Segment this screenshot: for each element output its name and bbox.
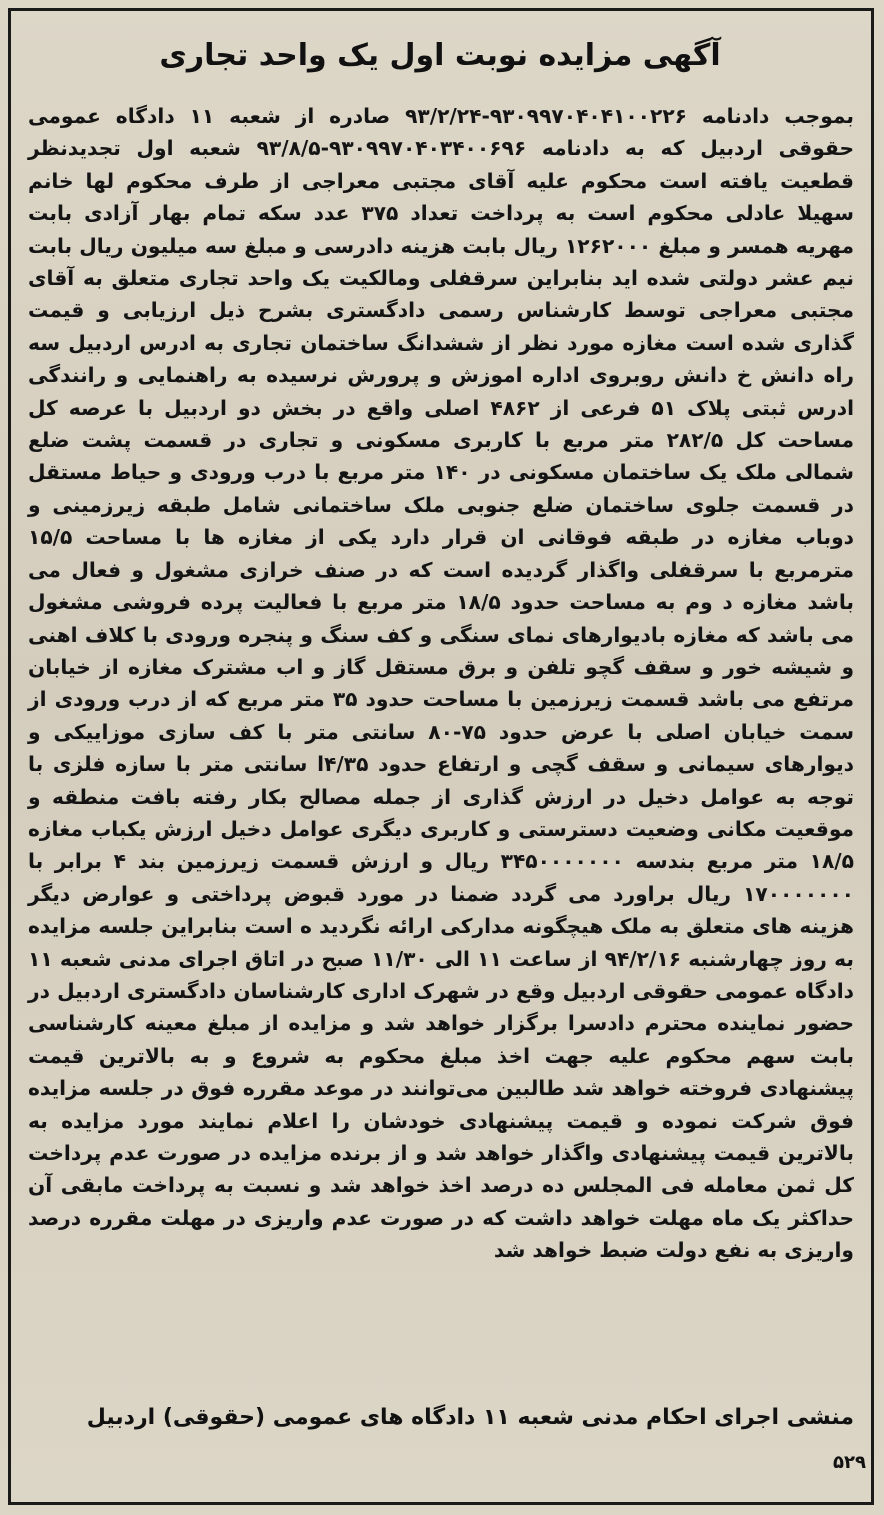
notice-body-text: بموجب دادنامه ۹۳۰۹۹۷۰۴۰۴۱۰۰۲۲۶-۹۳/۲/۲۴ صادره از شعبه ۱۱ دادگاه عمومی حقوقی اردبیل که به دادنامه ۹۳۰۹۹۷۰۴۰۳۴۰۰۶۹۶-۹۳/۸/۵ شعبه اول تجدیدنظر قطعیت یافته است محکوم علیه آقای مجتبی معراجی از طرف محکوم لها خانم سهیلا عادلی محکوم است به پرداخت تعداد ۳۷۵ عدد سکه تمام بهار آزادی بابت مهریه همسر و مبلغ ۱۲۶۲۰۰۰ ریال بابت هزینه دادرسی و مبلغ سه میلیون ریال بابت نیم عشر دولتی شده اید بنابراین سرقفلی ومالکیت یک واحد تجاری متعلق به آقای مجتبی معراجی توسط کارشناس رسمی دادگستری بشرح ذیل ارزیابی و قیمت گذاری شده است مغازه مورد نظر از ششدانگ ساختمان تجاری به ادرس اردبیل سه راه دانش خ دانش روبروی اداره اموزش و پرورش نرسیده به راهنمایی و رانندگی ادرس ثبتی پلاک ۵۱ فرعی از ۴۸۶۲ اصلی واقع در بخش دو اردبیل با عرصه کل مساحت کل ۲۸۲/۵ متر مربع با کاربری مسکونی و تجاری در قسمت پشت ضلع شمالی ملک یک ساختمان مسکونی در ۱۴۰ متر مربع با درب ورودی و حیاط مستقل در قسمت جلوی ساختمان ضلع جنوبی ملک ساختمانی شامل طبقه زیرزمینی و دوباب مغازه در طبقه فوقانی ان قرار دارد یکی از مغازه ها با مساحت ۱۵/۵ مترمربع با سرقفلی واگذار گردیده است که در صنف خرازی مشغول و فعال می باشد مغازه د وم به مساحت حدود ۱۸/۵ متر مربع با فعالیت پرده فروشی مشغول می باشد که مغازه بادیوارهای نمای سنگی و کف سنگ و پنجره ورودی با کلاف اهنی و شیشه خور و سقف گچو تلفن و برق مستقل گاز و اب مشترک مغازه از خیابان مرتفع می باشد قسمت زیرزمین با مساحت حدود ۳۵ متر مربع که از درب ورودی از سمت خیابان اصلی با عرض حدود ۷۵-۸۰ سانتی متر با کف سازی موزاییکی و دیوارهای سیمانی و سقف گچی و ارتفاع حدود ۴/۳۵ا سانتی متر با سازه فلزی با توجه به عوامل دخیل در ارزش گذاری از جمله مصالح بکار رفته بافت منطقه و موقعیت مکانی وضعیت دسترستی و کاربری دیگری عوامل دخیل ارزش یکباب مغازه ۱۸/۵ متر مربع بندسه ۳۴۵۰۰۰۰۰۰۰ ریال و ارزش قسمت زیرزمین بند ۴ برابر با ۱۷۰۰۰۰۰۰۰ ریال براورد می گردد ضمنا در مورد قبوض پرداختی و عوارض دیگر هزینه های متعلق به ملک هیچگونه مدارکی ارائه نگردید ه است بنابراین جلسه مزایده به روز چهارشنبه ۹۴/۲/۱۶ از ساعت ۱۱ الی ۱۱/۳۰ صبح در اتاق اجرای مدنی شعبه ۱۱ دادگاه عمومی حقوقی اردبیل وقع در شهرک اداری کارشناسان دادگستری اردبیل در حضور نماینده محترم دادسرا برگزار خواهد شد و مزایده از مبلغ معینه کارشناسی بابت سهم محکوم علیه جهت اخذ مبلغ محکوم به شروع و به بالاترین قیمت پیشنهادی فروخته خواهد شد طالبین می‌توانند در موعد مقرره فوق در جلسه مزایده فوق شرکت نموده و قیمت پیشنهادی خودشان را اعلام نمایند مورد مزایده به بالاترین قیمت پیشنهادی واگذار خواهد شد و از برنده مزایده در صورت عدم پرداخت کل ثمن معامله فی المجلس ده درصد اخذ خواهد شد و نسبت به پرداخت مابقی آن حداکثر یک ماه مهلت خواهد داشت که در صورت عدم واریزی در مهلت مقرره درصد واریزی به نفع دولت ضبط خواهد شد <box>28 104 855 1263</box>
notice-signature: منشی اجرای احکام مدنی شعبه ۱۱ دادگاه های عمومی (حقوقی) اردبیل <box>86 1405 854 1430</box>
ad-number: ۵۲۹ <box>833 1452 866 1473</box>
notice-title: آگهی مزایده نوبت اول یک واحد تجاری <box>159 38 721 73</box>
